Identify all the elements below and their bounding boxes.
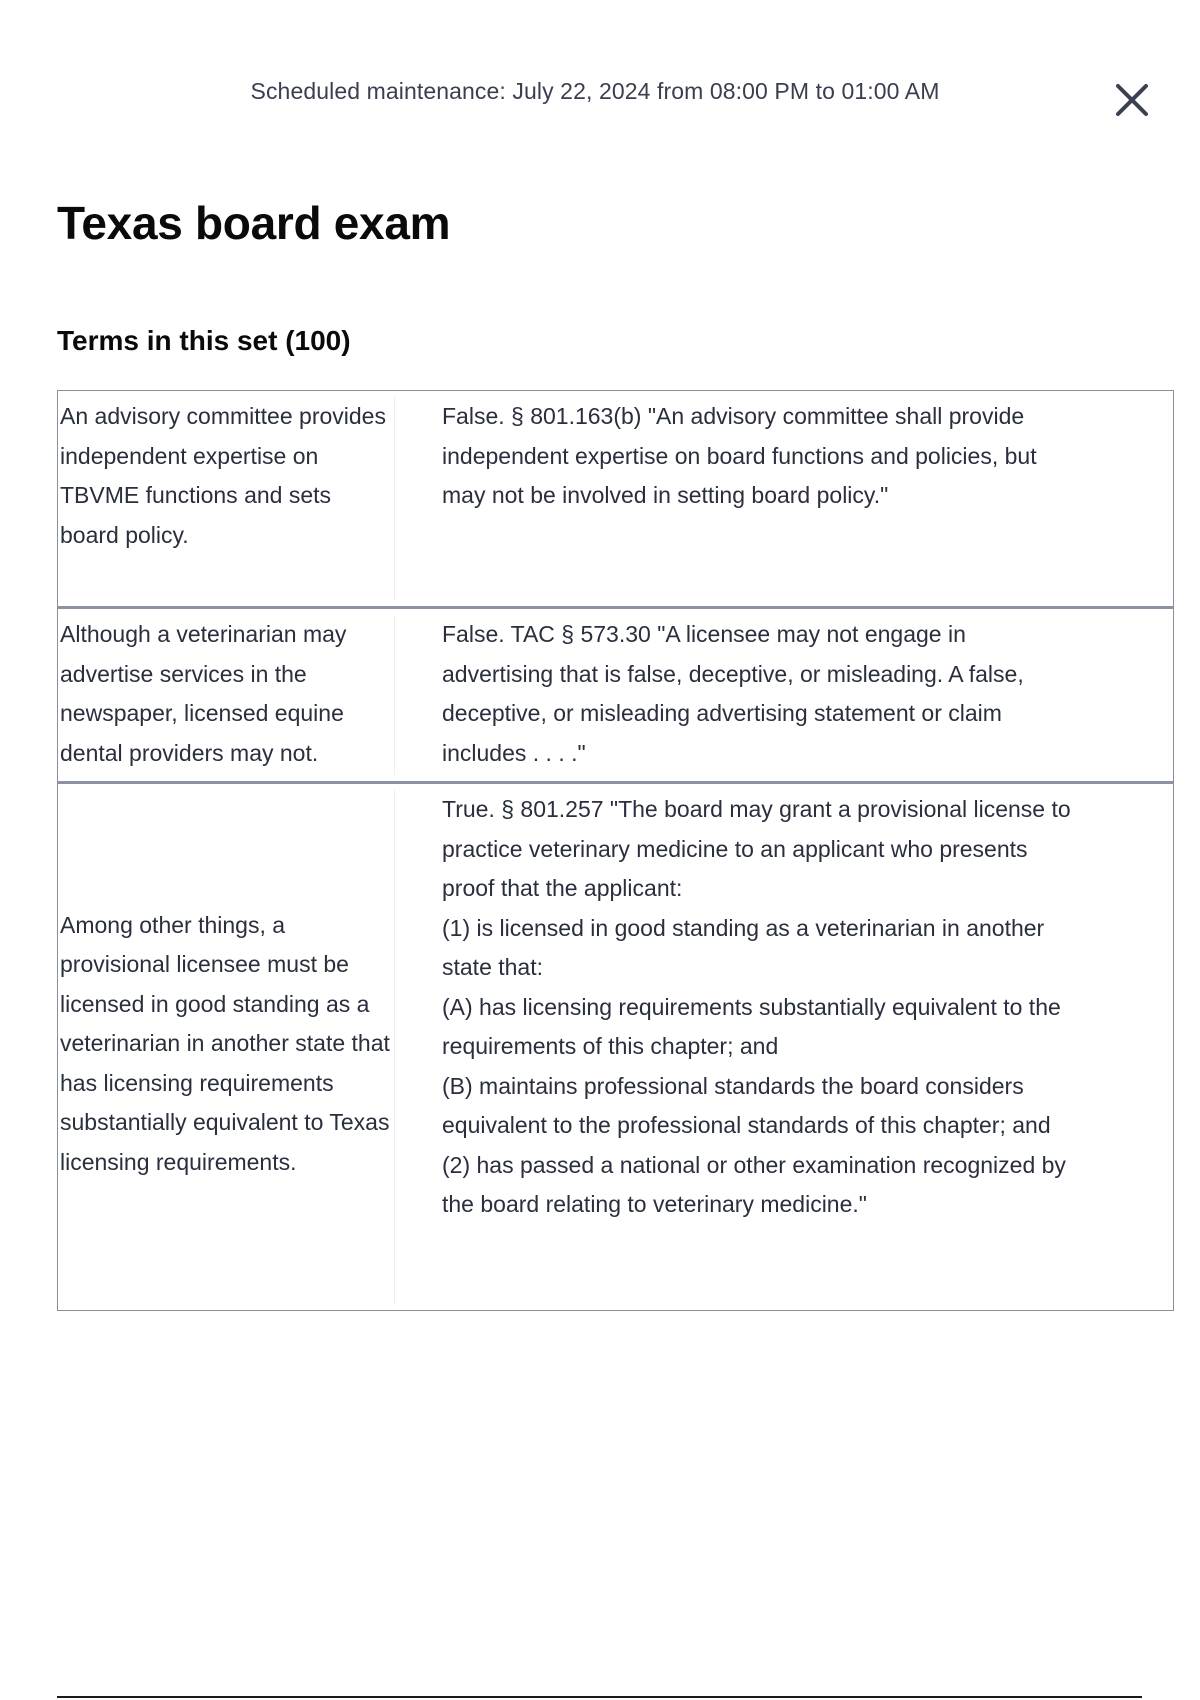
term-row [58, 391, 1173, 606]
definition-text: False. § 801.163(b) "An advisory committee shall provide independent expertise on board functions and policies, but may not be involved in setting board policy." [442, 403, 1037, 508]
term-text: An advisory committee provides independent expertise on TBVME functions and sets board policy. [60, 403, 386, 548]
maintenance-banner [0, 78, 1200, 105]
definition-text: True. § 801.257 "The board may grant a provisional license to practice veterinary medicine to an applicant who presents proof that the applicant: (1) is licensed in good standing as a veterinarian in another state that: (A) has licensing requirements substantially equivalent to the requirements of this chapter; and (B) maintains professional standards the board considers equivalent to the professional standards of this chapter; and (2) has passed a national or other examination recognized by the board relating to veterinary medicine." [442, 796, 1071, 1217]
term-text: Although a veterinarian may advertise services in the newspaper, licensed equine dental providers may not. [60, 621, 347, 766]
term-row [58, 606, 1173, 781]
maintenance-banner-text: Scheduled maintenance: July 22, 2024 from 08:00 PM to 01:00 AM [250, 78, 940, 104]
terms-table [57, 390, 1174, 1311]
terms-count-heading: Terms in this set (100) [57, 325, 351, 356]
close-banner-button[interactable] [1112, 80, 1152, 120]
term-text-wrapper [58, 784, 394, 1310]
definition-text: False. TAC § 573.30 "A licensee may not engage in advertising that is false, deceptive, or misleading. A false, deceptive, or misleading advertising statement or claim includes . . . ." [442, 621, 1024, 766]
term-row [58, 781, 1173, 1310]
term-text: Among other things, a provisional licensee must be licensed in good standing as a veterinarian in another state that has licensing requirements substantially equivalent to Texas licensing requirements. [60, 911, 390, 1175]
footer-divider [57, 1696, 1142, 1698]
close-icon[interactable] [1112, 80, 1152, 120]
page-title: Texas board exam [57, 197, 451, 249]
